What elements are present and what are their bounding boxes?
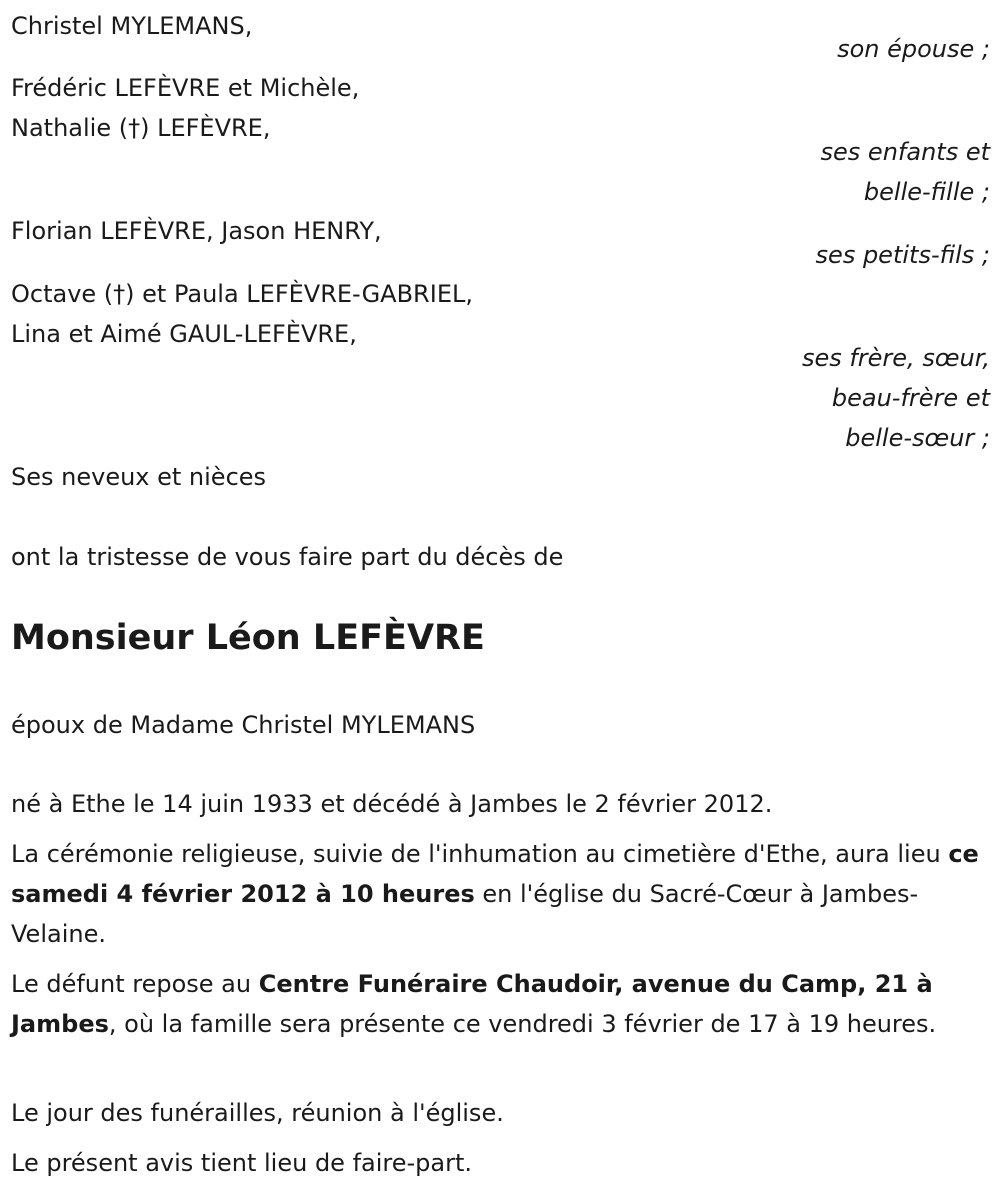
family-role-line: son épouse ; <box>837 35 990 63</box>
family-role-spouse <box>837 29 990 69</box>
family-role-grandchildren <box>816 235 990 275</box>
family-name-line: Lina et Aimé GAUL-LEFÈVRE, <box>11 320 357 348</box>
nephews-line: Ses neveux et nièces <box>11 463 267 491</box>
ceremony-text-after: en l'église du Sacré-Cœur à Jambes-Velaine. <box>11 880 919 948</box>
ceremony-text-before: La cérémonie religieuse, suivie de l'inhumation au cimetière d'Ethe, aura lieu <box>11 840 949 868</box>
rest-paragraph <box>11 964 986 1044</box>
deceased-name: Monsieur Léon LEFÈVRE <box>11 618 485 658</box>
rest-location: Centre Funéraire Chaudoir, avenue du Camp, 21 à Jambes <box>11 970 933 1038</box>
rest-text-after: , où la famille sera présente ce vendredi 3 février de 17 à 19 heures. <box>108 1010 937 1038</box>
family-role-children <box>821 132 990 212</box>
family-role-line: belle-sœur ; <box>845 424 990 452</box>
family-role-line: ses enfants et <box>820 138 990 166</box>
family-name-line: Florian LEFÈVRE, Jason HENRY, <box>11 217 382 245</box>
family-role-line: ses frère, sœur, <box>801 344 990 372</box>
notice-line: Le présent avis tient lieu de faire-part. <box>11 1149 473 1177</box>
family-role-siblings <box>802 338 990 458</box>
family-role-line: beau-frère et <box>831 384 990 412</box>
ceremony-paragraph <box>11 834 986 954</box>
family-name-line: Octave (†) et Paula LEFÈVRE-GABRIEL, <box>11 280 473 308</box>
rest-text-before: Le défunt repose au <box>11 970 259 998</box>
family-name-line: Christel MYLEMANS, <box>11 12 253 40</box>
family-name-line: Frédéric LEFÈVRE et Michèle, <box>11 74 360 102</box>
ceremony-date: ce samedi 4 février 2012 à 10 heures <box>11 840 979 908</box>
family-role-line: belle-fille ; <box>863 178 990 206</box>
family-name-line: Nathalie (†) LEFÈVRE, <box>11 114 271 142</box>
birth-death-line: né à Ethe le 14 juin 1933 et décédé à Jambes le 2 février 2012. <box>11 790 773 818</box>
family-role-line: ses petits-fils ; <box>815 241 990 269</box>
spouse-line: époux de Madame Christel MYLEMANS <box>11 711 476 739</box>
announcement-line: ont la tristesse de vous faire part du décès de <box>11 543 564 571</box>
funeral-day-line: Le jour des funérailles, réunion à l'église. <box>11 1099 504 1127</box>
